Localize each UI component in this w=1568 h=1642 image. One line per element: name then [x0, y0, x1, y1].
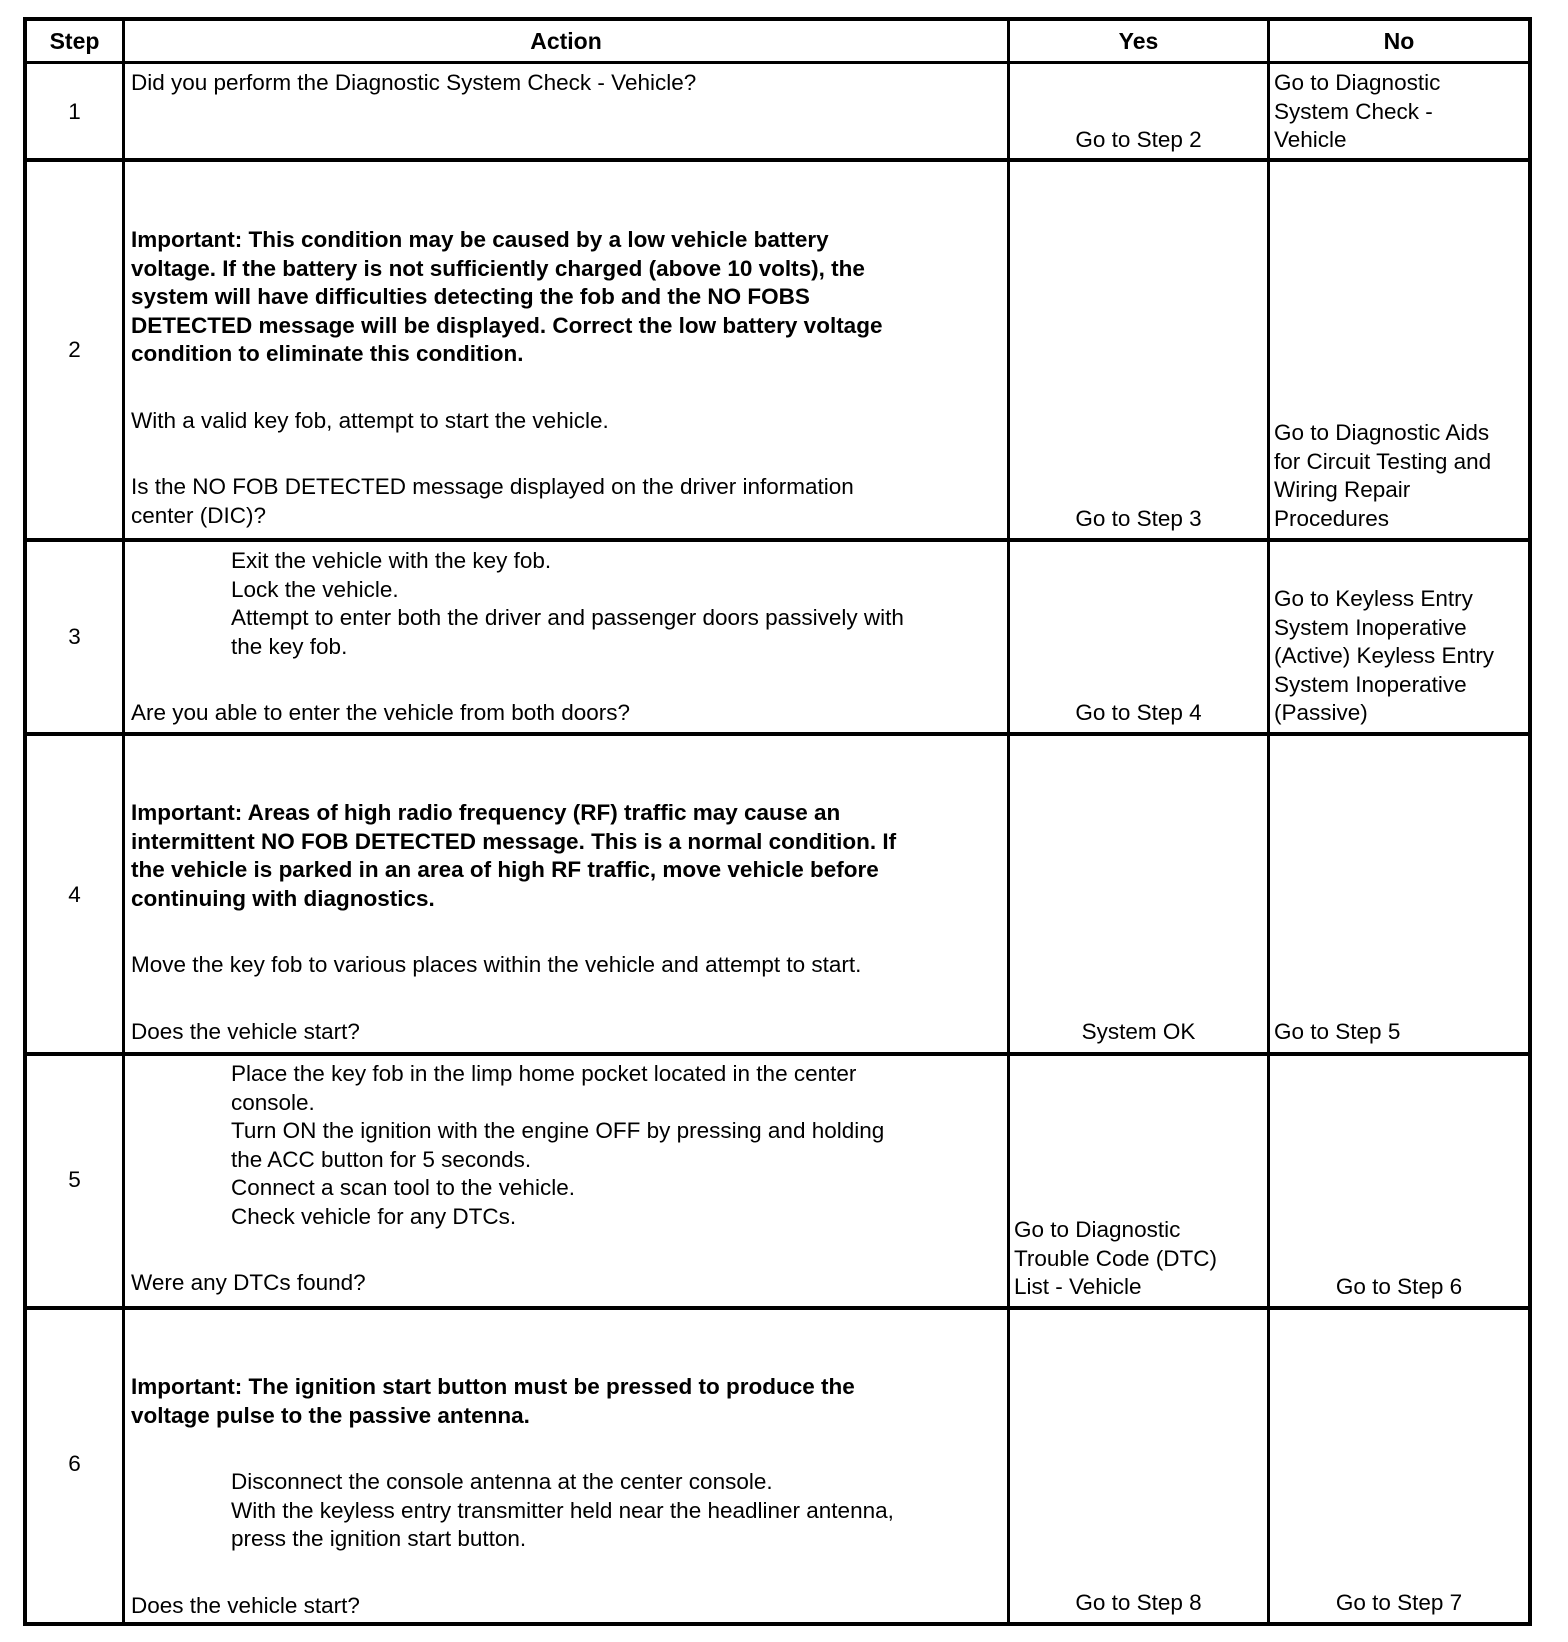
important-note: DETECTED message will be displayed. Correct the low battery voltage: [131, 312, 883, 338]
grid-line: [23, 17, 1532, 21]
procedure-step: Place the key fob in the limp home pocket located in the center: [231, 1061, 857, 1086]
no-link[interactable]: Vehicle: [1274, 127, 1347, 152]
step-number: 2: [68, 337, 81, 362]
action-text: With a valid key fob, attempt to start the vehicle.: [131, 407, 609, 433]
procedure-step: Check vehicle for any DTCs.: [231, 1203, 517, 1229]
header-no: No: [1383, 28, 1415, 54]
no-cell: [1270, 1273, 1528, 1302]
no-link[interactable]: Go to Diagnostic: [1274, 70, 1441, 95]
yes-link[interactable]: Go to Step 8: [1075, 1590, 1202, 1615]
no-link[interactable]: Go to Step 5: [1274, 1019, 1401, 1044]
grid-line: [1528, 17, 1532, 1626]
no-link[interactable]: Go to Diagnostic Aids: [1274, 420, 1490, 445]
question-text: Does the vehicle start?: [131, 1018, 360, 1044]
important-note: Important: The ignition start button must be pressed to produce the: [131, 1374, 855, 1399]
action-text: Move the key fob to various places within the vehicle and attempt to start.: [131, 952, 862, 977]
yes-cell: [1010, 699, 1267, 728]
grid-line: [23, 732, 1532, 736]
no-cell: [1274, 585, 1526, 728]
action-cell: [131, 1060, 1001, 1298]
grid-line: [23, 538, 1532, 542]
step-number: 5: [68, 1167, 81, 1192]
important-note: continuing with diagnostics.: [131, 885, 435, 911]
yes-cell: [1010, 505, 1267, 534]
procedure-step: Attempt to enter both the driver and passenger doors passively with: [231, 605, 904, 630]
no-link[interactable]: System Inoperative: [1274, 614, 1467, 640]
no-link[interactable]: System Check -: [1274, 98, 1433, 124]
procedure-step: Exit the vehicle with the key fob.: [231, 548, 552, 573]
grid-line: [23, 61, 1532, 64]
yes-cell: [1010, 1018, 1267, 1047]
grid-line: [23, 17, 27, 1626]
procedure-step: Disconnect the console antenna at the center console.: [231, 1469, 773, 1494]
question-text: Does the vehicle start?: [131, 1592, 360, 1618]
no-link[interactable]: Procedures: [1274, 505, 1390, 531]
procedure-step: press the ignition start button.: [231, 1526, 527, 1551]
important-note: system will have difficulties detecting the fob and the NO FOBS: [131, 284, 810, 309]
no-link[interactable]: Go to Step 7: [1335, 1590, 1463, 1615]
yes-link[interactable]: List - Vehicle: [1014, 1274, 1142, 1299]
no-cell: [1274, 419, 1526, 533]
question-text: Did you perform the Diagnostic System Check - Vehicle?: [131, 70, 697, 95]
no-link[interactable]: Go to Keyless Entry: [1274, 586, 1473, 611]
question-text: center (DIC)?: [131, 502, 267, 528]
no-link[interactable]: System Inoperative: [1274, 671, 1467, 697]
action-cell: [131, 547, 1001, 728]
action-cell: [131, 226, 1001, 530]
no-cell: [1270, 1589, 1528, 1618]
step-number: 4: [68, 882, 81, 907]
grid-line: [23, 1052, 1532, 1056]
yes-cell: [1010, 126, 1267, 155]
important-note: intermittent NO FOB DETECTED message. This is a normal condition. If: [131, 828, 897, 854]
header-step: Step: [49, 28, 100, 54]
yes-link[interactable]: Go to Step 4: [1075, 700, 1202, 725]
question-text: Are you able to enter the vehicle from both doors?: [131, 700, 631, 725]
grid-line: [1267, 17, 1270, 1626]
question-text: Were any DTCs found?: [131, 1270, 366, 1295]
important-note: voltage pulse to the passive antenna.: [131, 1402, 530, 1428]
no-link[interactable]: Wiring Repair: [1274, 477, 1411, 502]
yes-link[interactable]: Go to Step 3: [1075, 506, 1202, 531]
grid-line: [23, 1622, 1532, 1626]
no-link[interactable]: (Passive): [1274, 700, 1368, 725]
no-link[interactable]: for Circuit Testing and: [1274, 448, 1492, 474]
procedure-step: Turn ON the ignition with the engine OFF by pressing and holding: [231, 1118, 885, 1143]
step-number: 3: [68, 624, 81, 649]
header-yes: Yes: [1118, 28, 1159, 54]
action-cell: [131, 69, 1001, 98]
important-note: Important: This condition may be caused by a low vehicle battery: [131, 227, 829, 252]
procedure-step: With the keyless entry transmitter held near the headliner antenna,: [231, 1497, 894, 1523]
action-cell: [131, 799, 1001, 1046]
grid-line: [122, 17, 125, 1626]
important-note: Important: Areas of high radio frequency (RF) traffic may cause an: [131, 800, 841, 825]
procedure-step: Connect a scan tool to the vehicle.: [231, 1175, 575, 1200]
question-text: Is the NO FOB DETECTED message displayed on the driver information: [131, 474, 854, 499]
action-cell: [131, 1373, 1001, 1620]
yes-link[interactable]: System OK: [1081, 1019, 1196, 1044]
procedure-step: console.: [231, 1089, 315, 1115]
important-note: voltage. If the battery is not sufficiently charged (above 10 volts), the: [131, 255, 865, 281]
procedure-step: the ACC button for 5 seconds.: [231, 1146, 532, 1172]
grid-line: [23, 158, 1532, 162]
no-link[interactable]: Go to Step 6: [1335, 1274, 1463, 1299]
no-link[interactable]: (Active) Keyless Entry: [1274, 643, 1495, 668]
no-cell: [1274, 69, 1526, 155]
grid-line: [1007, 17, 1010, 1626]
step-number: 1: [68, 99, 81, 124]
procedure-step: Lock the vehicle.: [231, 576, 399, 602]
step-number: 6: [68, 1451, 81, 1476]
yes-cell: [1014, 1216, 1266, 1302]
no-cell: [1274, 1018, 1526, 1047]
important-note: condition to eliminate this condition.: [131, 341, 524, 366]
header-action: Action: [530, 28, 602, 54]
important-note: the vehicle is parked in an area of high RF traffic, move vehicle before: [131, 857, 879, 882]
yes-link[interactable]: Go to Step 2: [1075, 127, 1202, 152]
yes-link[interactable]: Trouble Code (DTC): [1014, 1245, 1217, 1271]
yes-link[interactable]: Go to Diagnostic: [1014, 1217, 1181, 1242]
procedure-step: the key fob.: [231, 633, 348, 659]
grid-line: [23, 1306, 1532, 1310]
yes-cell: [1010, 1589, 1267, 1618]
